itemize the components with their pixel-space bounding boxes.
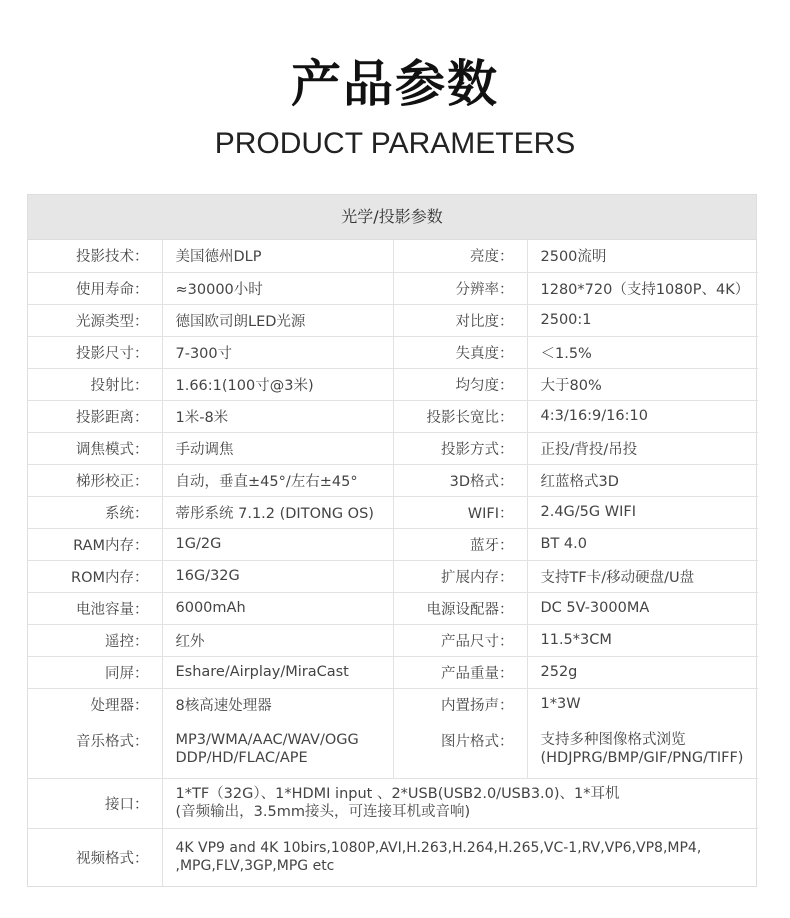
table-row (28, 432, 758, 464)
spec-value: 支持TF卡/移动硬盘/U盘 (527, 560, 758, 592)
spec-value: 252g (527, 656, 758, 688)
spec-value-line: DDP/HD/FLAC/APE (175, 749, 308, 766)
spec-label: 视频格式： (28, 828, 162, 886)
table-row-music (28, 720, 758, 778)
spec-label: 投影尺寸： (28, 336, 162, 368)
spec-value (162, 828, 758, 886)
spec-value-line: MP3/WMA/AAC/WAV/OGG (175, 731, 359, 748)
spec-value-line: ,MPG,FLV,3GP,MPG etc (175, 858, 335, 875)
spec-value (162, 778, 758, 828)
spec-label: 投影方式： (393, 432, 527, 464)
spec-label: 投射比： (28, 368, 162, 400)
spec-label: 亮度： (393, 240, 527, 272)
spec-grid (28, 240, 758, 886)
spec-value (527, 720, 758, 778)
spec-value: 11.5*3CM (527, 624, 758, 656)
spec-value (162, 720, 393, 778)
spec-label: 均匀度： (393, 368, 527, 400)
spec-value: ≈30000小时 (162, 272, 393, 304)
spec-label: 投影距离： (28, 400, 162, 432)
spec-value: 16G/32G (162, 560, 393, 592)
spec-label: WIFI： (393, 496, 527, 528)
spec-label: 失真度： (393, 336, 527, 368)
spec-value-line: (HDJPRG/BMP/GIF/PNG/TIFF) (540, 749, 744, 766)
spec-value: 正投/背投/吊投 (527, 432, 758, 464)
spec-label: 蓝牙： (393, 528, 527, 560)
table-row-video (28, 828, 758, 886)
spec-label: 调焦模式： (28, 432, 162, 464)
spec-value: 1280*720（支持1080P、4K） (527, 272, 758, 304)
table-row (28, 560, 758, 592)
spec-label: 产品尺寸： (393, 624, 527, 656)
spec-label: 同屏： (28, 656, 162, 688)
table-row (28, 400, 758, 432)
spec-value: 红外 (162, 624, 393, 656)
spec-value: 1米-8米 (162, 400, 393, 432)
spec-label: ROM内存： (28, 560, 162, 592)
spec-value: 8核高速处理器 (162, 688, 393, 720)
table-row (28, 496, 758, 528)
spec-value: ＜1.5% (527, 336, 758, 368)
table-row (28, 464, 758, 496)
spec-label: 电池容量： (28, 592, 162, 624)
page-title: 产品参数 (291, 55, 499, 113)
spec-value: Eshare/Airplay/MiraCast (162, 656, 393, 688)
spec-label: RAM内存： (28, 528, 162, 560)
spec-value: 2500:1 (527, 304, 758, 336)
spec-value: 大于80% (527, 368, 758, 400)
spec-label: 电源设配器： (393, 592, 527, 624)
spec-value: 德国欧司朗LED光源 (162, 304, 393, 336)
table-row (28, 688, 758, 720)
spec-value: 7-300寸 (162, 336, 393, 368)
spec-label: 内置扬声： (393, 688, 527, 720)
spec-label: 对比度： (393, 304, 527, 336)
table-heading: 光学/投影参数 (28, 195, 756, 240)
spec-value: 1*3W (527, 688, 758, 720)
spec-value: 2.4G/5G WIFI (527, 496, 758, 528)
spec-value: 1G/2G (162, 528, 393, 560)
spec-table (27, 194, 757, 887)
spec-label: 遥控： (28, 624, 162, 656)
spec-label: 产品重量： (393, 656, 527, 688)
spec-label: 投影技术： (28, 240, 162, 272)
table-row (28, 240, 758, 272)
spec-value: 蒂彤系统 7.1.2 (DITONG OS) (162, 496, 393, 528)
spec-value: BT 4.0 (527, 528, 758, 560)
spec-label: 光源类型： (28, 304, 162, 336)
spec-label: 音乐格式： (28, 720, 162, 778)
spec-label: 使用寿命： (28, 272, 162, 304)
spec-label: 梯形校正： (28, 464, 162, 496)
spec-value: 6000mAh (162, 592, 393, 624)
spec-label: 扩展内存： (393, 560, 527, 592)
spec-value: 2500流明 (527, 240, 758, 272)
table-row (28, 304, 758, 336)
table-row (28, 656, 758, 688)
spec-label: 图片格式： (393, 720, 527, 778)
table-row (28, 528, 758, 560)
spec-value: 4:3/16:9/16:10 (527, 400, 758, 432)
table-row (28, 592, 758, 624)
spec-value-line: 支持多种图像格式浏览 (540, 731, 686, 748)
spec-value-line: 1*TF（32G）、1*HDMI input 、2*USB(USB2.0/USB3.0)、1*耳机 (175, 786, 620, 802)
spec-value-line: (音频输出，3.5mm接头，可连接耳机或音响) (175, 804, 471, 820)
spec-value: DC 5V-3000MA (527, 592, 758, 624)
table-row (28, 336, 758, 368)
spec-label: 处理器： (28, 688, 162, 720)
table-row (28, 272, 758, 304)
page-subtitle: PRODUCT PARAMETERS (214, 127, 576, 160)
spec-value: 美国德州DLP (162, 240, 393, 272)
spec-value-line: 4K VP9 and 4K 10birs,1080P,AVI,H.263,H.264,H.265,VC-1,RV,VP6,VP8,MP4, (175, 840, 702, 857)
spec-value: 自动，垂直±45°/左右±45° (162, 464, 393, 496)
spec-label: 分辨率： (393, 272, 527, 304)
table-row (28, 368, 758, 400)
spec-label: 投影长宽比： (393, 400, 527, 432)
spec-label: 接口： (28, 778, 162, 828)
table-row (28, 624, 758, 656)
spec-value: 手动调焦 (162, 432, 393, 464)
spec-label: 系统： (28, 496, 162, 528)
spec-value: 红蓝格式3D (527, 464, 758, 496)
table-row-ports (28, 778, 758, 828)
spec-value: 1.66:1(100寸@3米) (162, 368, 393, 400)
spec-label: 3D格式： (393, 464, 527, 496)
